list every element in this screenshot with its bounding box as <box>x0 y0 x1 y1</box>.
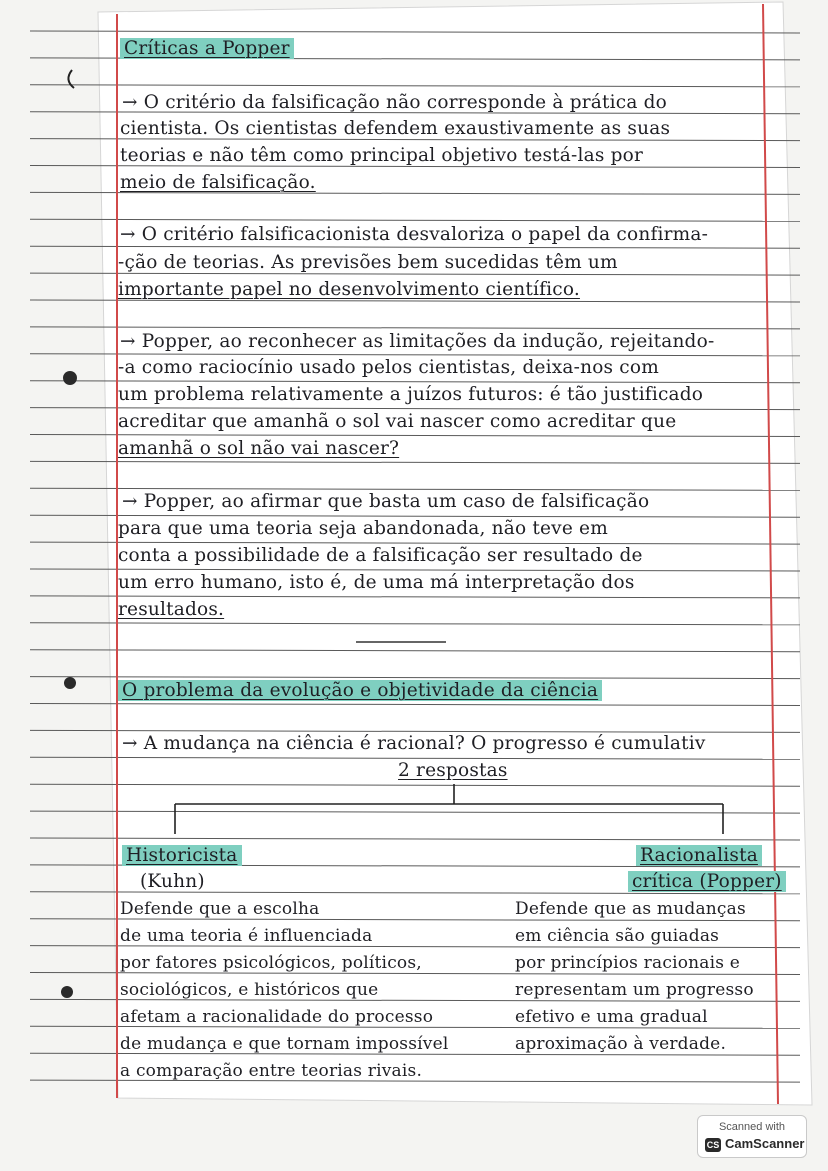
p1-line-2: cientista. Os cientistas defendem exaustivamente as suas <box>120 118 671 139</box>
p4-line-4: um erro humano, isto é, de uma má interpretação dos <box>118 572 635 593</box>
p2-line-2: -ção de teorias. As previsões bem sucedidas têm um <box>118 252 618 273</box>
p1-line-3: teorias e não têm como principal objetivo testá-las por <box>120 145 644 166</box>
left-branch-author: (Kuhn) <box>140 871 205 892</box>
camscanner-logo-icon: CS <box>706 1140 720 1150</box>
left-branch-title <box>122 845 242 866</box>
right-title-text: Racionalista <box>636 845 762 866</box>
question-line: → A mudança na ciência é racional? O progresso é cumulativ <box>122 733 706 754</box>
p4-line-5: resultados. <box>118 599 225 620</box>
camscanner-name: CamScanner <box>725 1136 805 1151</box>
p2-line-3: importante papel no desenvolvimento científico. <box>118 279 580 300</box>
scanned-with-text: Scanned with <box>718 1121 786 1133</box>
left-line-1: Defende que a escolha <box>120 899 320 919</box>
p2-line-1: → O critério falsificacionista desvaloriza o papel da confirma- <box>120 224 709 245</box>
right-line-3: por princípios racionais e <box>515 953 741 973</box>
binder-holes <box>61 371 77 998</box>
title-text: O problema da evolução e objetividade da ciência <box>118 680 602 701</box>
p1-line-1: → O critério da falsificação não corresponde à prática do <box>122 92 668 113</box>
p4-line-2: para que uma teoria seja abandonada, não teve em <box>118 518 608 539</box>
left-line-2: de uma teoria é influenciada <box>120 926 373 946</box>
left-line-4: sociológicos, e históricos que <box>120 980 379 1000</box>
p3-line-1: → Popper, ao reconhecer as limitações da indução, rejeitando- <box>120 331 715 352</box>
left-line-5: afetam a racionalidade do processo <box>120 1007 434 1027</box>
section-title-problema <box>118 680 602 701</box>
left-title-text: Historicista <box>122 845 242 866</box>
p3-line-3: um problema relativamente a juízos futuros: é tão justificado <box>118 384 704 405</box>
answers-label: 2 respostas <box>398 760 508 781</box>
right-author-text: crítica (Popper) <box>628 871 786 892</box>
right-line-6: aproximação à verdade. <box>515 1034 727 1054</box>
left-line-7: a comparação entre teorias rivais. <box>120 1061 423 1081</box>
p3-line-4: acreditar que amanhã o sol vai nascer como acreditar que <box>118 411 677 432</box>
p1-line-4: meio de falsificação. <box>120 172 316 193</box>
camscanner-watermark <box>697 1115 807 1158</box>
section-title-criticas <box>120 38 294 59</box>
p4-line-1: → Popper, ao afirmar que basta um caso de falsificação <box>122 491 650 512</box>
right-branch-author <box>628 871 786 892</box>
p4-line-3: conta a possibilidade de a falsificação ser resultado de <box>118 545 643 566</box>
left-line-3: por fatores psicológicos, políticos, <box>120 953 422 973</box>
p3-line-2: -a como raciocínio usado pelos cientistas, deixa-nos com <box>118 357 659 378</box>
right-line-5: efetivo e uma gradual <box>515 1007 708 1027</box>
right-line-1: Defende que as mudanças <box>515 899 746 919</box>
title-text: Críticas a Popper <box>120 38 294 59</box>
right-line-2: em ciência são guiadas <box>515 926 720 946</box>
p3-line-5: amanhã o sol não vai nascer? <box>118 438 400 459</box>
left-line-6: de mudança e que tornam impossível <box>120 1034 449 1054</box>
right-line-4: representam um progresso <box>515 980 754 1000</box>
right-branch-title <box>636 845 762 866</box>
